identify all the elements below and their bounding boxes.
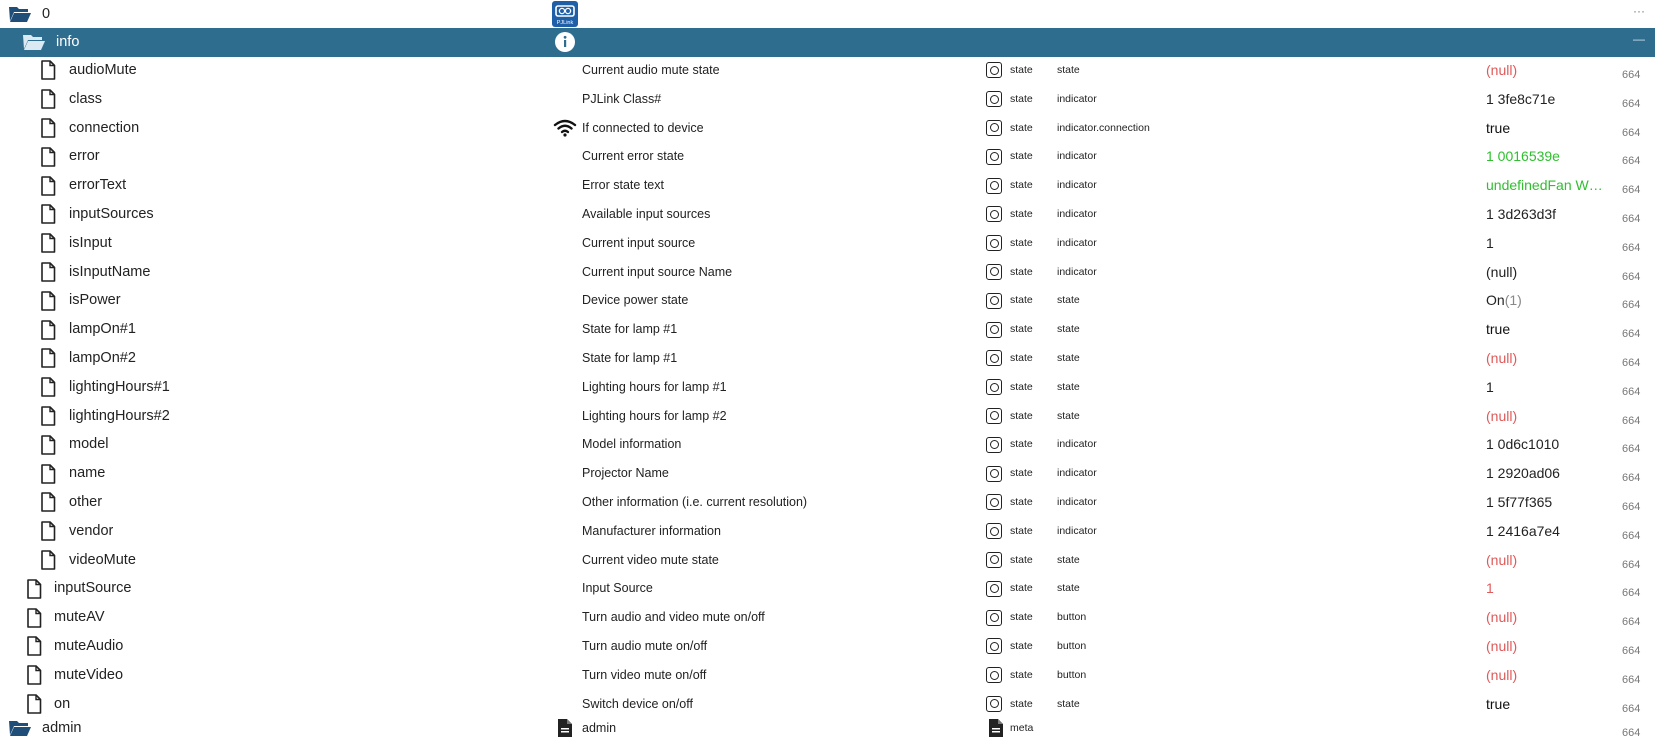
- state-type-icon: [986, 574, 1002, 603]
- state-value-text: 1: [1486, 378, 1494, 395]
- state-value[interactable]: [1486, 517, 1608, 546]
- state-type: state: [1010, 236, 1033, 249]
- state-role: indicator: [1057, 236, 1097, 249]
- state-description: State for lamp #1: [582, 351, 678, 365]
- state-description: If connected to device: [582, 120, 704, 135]
- state-type-icon: [986, 488, 1002, 517]
- tree-row[interactable]: [0, 344, 1655, 373]
- state-role: indicator: [1057, 208, 1097, 220]
- state-value[interactable]: [1486, 258, 1608, 287]
- state-description: Current audio mute state: [582, 63, 720, 77]
- file-icon: [40, 85, 56, 114]
- state-description: PJLink Class#: [582, 91, 662, 106]
- state-type: state: [1010, 524, 1033, 537]
- state-type: state: [1010, 553, 1033, 566]
- state-type-icon: [986, 200, 1002, 229]
- state-value-text: true: [1486, 119, 1511, 136]
- state-value-suffix: (1): [1504, 292, 1522, 309]
- file-icon: [40, 373, 56, 402]
- svg-text:PJLink: PJLink: [556, 20, 574, 27]
- tree-row[interactable]: [0, 229, 1655, 258]
- state-type-icon: [986, 229, 1002, 258]
- state-id: muteAV: [54, 609, 105, 626]
- state-type: state: [1010, 208, 1033, 220]
- state-value-text: (null): [1486, 638, 1518, 654]
- file-icon: [40, 546, 56, 575]
- state-type-icon: [986, 142, 1002, 171]
- state-id: class: [69, 90, 103, 107]
- state-value-text: 1 2416a7e4: [1486, 522, 1560, 539]
- file-icon: [26, 661, 42, 690]
- state-role: indicator: [1057, 179, 1097, 192]
- tree-row[interactable]: [0, 315, 1655, 344]
- file-icon: [40, 488, 56, 517]
- state-role: indicator: [1057, 524, 1097, 537]
- state-timestamp: 664: [1622, 385, 1641, 398]
- state-type-icon: [986, 517, 1002, 546]
- info-label: info: [56, 34, 80, 50]
- state-value[interactable]: [1486, 430, 1608, 459]
- state-timestamp: 664: [1622, 184, 1641, 197]
- state-description: Device power state: [582, 293, 689, 308]
- state-value-text: 1: [1486, 234, 1494, 251]
- state-value-text: true: [1486, 321, 1511, 338]
- state-description: Current input source: [582, 235, 696, 250]
- state-timestamp: 664: [1622, 645, 1641, 657]
- state-id: inputSources: [69, 206, 154, 222]
- file-icon: [40, 56, 56, 85]
- state-role: state: [1057, 582, 1080, 595]
- state-type: state: [1010, 611, 1033, 624]
- state-timestamp: 664: [1622, 155, 1641, 168]
- state-type-icon: [986, 546, 1002, 575]
- state-type-icon: [986, 373, 1002, 402]
- state-type-icon: [986, 603, 1002, 632]
- state-value[interactable]: [1486, 574, 1608, 603]
- state-type: state: [1010, 64, 1033, 76]
- state-id: model: [69, 436, 109, 453]
- file-icon: [40, 200, 56, 229]
- state-description: Turn audio mute on/off: [582, 639, 708, 653]
- tree-row[interactable]: [0, 85, 1655, 114]
- tree-row[interactable]: [0, 286, 1655, 315]
- state-value[interactable]: [1486, 603, 1608, 632]
- tree-row[interactable]: [0, 603, 1655, 632]
- state-timestamp: 664: [1622, 472, 1641, 485]
- folder-open-icon[interactable]: [22, 28, 46, 57]
- state-id: isPower: [69, 292, 121, 309]
- state-description: Projector Name: [582, 466, 669, 481]
- state-value-text: undefinedFan W…: [1486, 177, 1603, 194]
- tree-row[interactable]: [0, 200, 1655, 229]
- state-role: state: [1057, 323, 1080, 336]
- file-icon: [26, 603, 42, 632]
- state-description: Manufacturer information: [582, 523, 721, 538]
- tree-row[interactable]: [0, 258, 1655, 287]
- state-type-icon: [986, 56, 1002, 85]
- state-type: state: [1010, 467, 1033, 480]
- state-description: Current input source Name: [582, 264, 733, 279]
- state-type: state: [1010, 380, 1033, 393]
- state-role: state: [1057, 352, 1080, 364]
- state-type-icon: [986, 258, 1002, 287]
- state-id: muteAudio: [54, 638, 124, 654]
- tree-row[interactable]: [0, 517, 1655, 546]
- state-type-icon: [986, 85, 1002, 114]
- state-role: button: [1057, 611, 1087, 624]
- tree-row[interactable]: [0, 402, 1655, 431]
- state-timestamp: 664: [1622, 213, 1641, 225]
- state-value[interactable]: [1486, 344, 1608, 373]
- state-timestamp: 664: [1622, 501, 1641, 513]
- state-description: Lighting hours for lamp #1: [582, 379, 727, 394]
- state-value[interactable]: [1486, 142, 1608, 171]
- file-icon: [40, 258, 56, 287]
- state-role: indicator: [1057, 150, 1097, 163]
- state-timestamp: 664: [1622, 126, 1641, 139]
- state-value[interactable]: [1486, 200, 1608, 229]
- state-value-text: (null): [1486, 350, 1518, 366]
- state-type-icon: [986, 459, 1002, 488]
- state-value[interactable]: [1486, 632, 1608, 661]
- file-icon: [40, 517, 56, 546]
- state-type: state: [1010, 640, 1033, 652]
- state-value-text: (null): [1486, 551, 1518, 568]
- state-description: Lighting hours for lamp #2: [582, 408, 727, 423]
- state-type-icon: [986, 402, 1002, 431]
- state-description: Model information: [582, 437, 682, 452]
- tree-row[interactable]: [0, 488, 1655, 517]
- state-timestamp: 664: [1622, 299, 1641, 312]
- state-value[interactable]: [1486, 286, 1608, 315]
- state-id: lightingHours#2: [69, 407, 170, 424]
- file-text-icon: [987, 714, 1005, 743]
- state-id: lampOn#1: [69, 321, 136, 338]
- state-value-text: (null): [1486, 263, 1518, 280]
- state-type-icon: [986, 286, 1002, 315]
- folder-open-icon[interactable]: [8, 714, 32, 743]
- state-value-text: 1 3d263d3f: [1486, 206, 1557, 222]
- state-role: button: [1057, 668, 1087, 681]
- state-description: Turn audio and video mute on/off: [582, 610, 765, 625]
- state-type: state: [1010, 265, 1033, 278]
- state-role: button: [1057, 640, 1087, 652]
- state-type: state: [1010, 121, 1033, 134]
- tree-row[interactable]: [0, 142, 1655, 171]
- admin-type: meta: [1010, 722, 1034, 734]
- info-icon[interactable]: [554, 28, 576, 57]
- state-timestamp: 664: [1622, 587, 1641, 600]
- tree-row[interactable]: [0, 459, 1655, 488]
- file-icon: [40, 142, 56, 171]
- state-value[interactable]: [1486, 56, 1608, 85]
- state-value[interactable]: [1486, 85, 1608, 114]
- state-value-text: (null): [1486, 407, 1518, 424]
- file-icon: [40, 459, 56, 488]
- state-role: state: [1057, 409, 1080, 422]
- file-icon: [40, 286, 56, 315]
- state-value-text: 1 3fe8c71e: [1486, 90, 1556, 107]
- state-timestamp: 664: [1622, 97, 1641, 110]
- state-description: Error state text: [582, 178, 664, 193]
- state-value[interactable]: [1486, 373, 1608, 402]
- state-id: other: [69, 494, 103, 510]
- state-value[interactable]: [1486, 171, 1608, 200]
- state-type: state: [1010, 438, 1033, 451]
- state-value[interactable]: [1486, 459, 1608, 488]
- state-value[interactable]: [1486, 315, 1608, 344]
- state-type-icon: [986, 632, 1002, 661]
- tree-row-admin[interactable]: [0, 714, 1655, 743]
- state-description: Current error state: [582, 149, 685, 164]
- tree-row[interactable]: [0, 56, 1655, 85]
- state-timestamp: 664: [1622, 241, 1641, 254]
- state-timestamp: 664: [1622, 69, 1641, 81]
- state-id: isInput: [69, 234, 112, 251]
- state-timestamp: 664: [1622, 328, 1641, 341]
- file-icon: [26, 574, 42, 603]
- state-role: indicator.connection: [1057, 121, 1150, 134]
- file-icon: [40, 344, 56, 373]
- state-description: State for lamp #1: [582, 322, 678, 337]
- state-id: lightingHours#1: [69, 378, 170, 395]
- state-role: state: [1057, 553, 1080, 566]
- state-type-icon: [986, 171, 1002, 200]
- file-icon: [40, 402, 56, 431]
- state-id: error: [69, 148, 100, 165]
- state-type: state: [1010, 323, 1033, 336]
- state-description: Input Source: [582, 581, 653, 596]
- state-id: name: [69, 465, 106, 482]
- state-timestamp: 664: [1622, 529, 1641, 542]
- tree-row[interactable]: [0, 574, 1655, 603]
- state-id: isInputName: [69, 263, 151, 280]
- state-id: on: [54, 695, 71, 712]
- state-role: indicator: [1057, 265, 1097, 278]
- tree-row[interactable]: [0, 373, 1655, 402]
- wifi-icon: [553, 114, 577, 143]
- state-value[interactable]: [1486, 488, 1608, 517]
- file-icon: [26, 632, 42, 661]
- file-icon: [40, 315, 56, 344]
- state-timestamp: 664: [1622, 616, 1641, 629]
- state-type-icon: [986, 315, 1002, 344]
- state-value[interactable]: [1486, 114, 1608, 143]
- tree-row[interactable]: [0, 114, 1655, 143]
- state-value-text: 1 0016539e: [1486, 148, 1560, 165]
- state-value-text: On: [1486, 292, 1505, 309]
- file-icon: [40, 171, 56, 200]
- state-type: state: [1010, 409, 1033, 422]
- state-timestamp: 664: [1622, 357, 1641, 369]
- admin-label: admin: [42, 720, 82, 736]
- pjlink-logo-icon: [552, 0, 578, 29]
- state-description: Switch device on/off: [582, 696, 693, 711]
- state-id: muteVideo: [54, 666, 124, 683]
- state-value-text: 1 5f77f365: [1486, 494, 1553, 510]
- state-type: state: [1010, 150, 1033, 163]
- state-role: state: [1057, 380, 1080, 393]
- state-description: Available input sources: [582, 207, 711, 221]
- state-timestamp: 664: [1622, 443, 1641, 456]
- state-description: Turn video mute on/off: [582, 667, 707, 682]
- admin-timestamp: 664: [1622, 727, 1641, 739]
- state-type-icon: [986, 114, 1002, 143]
- state-type-icon: [986, 344, 1002, 373]
- tree-row[interactable]: [0, 661, 1655, 690]
- root-label: 0: [42, 6, 51, 22]
- state-timestamp: 664: [1622, 270, 1641, 283]
- file-icon: [40, 430, 56, 459]
- state-value[interactable]: [1486, 661, 1608, 690]
- state-value[interactable]: [1486, 402, 1608, 431]
- state-value-text: (null): [1486, 62, 1518, 78]
- state-value-text: 1: [1486, 580, 1494, 597]
- file-text-icon: [556, 714, 574, 743]
- state-type: state: [1010, 582, 1033, 595]
- tree-row[interactable]: [0, 546, 1655, 575]
- state-id: lampOn#2: [69, 350, 136, 366]
- file-icon: [40, 114, 56, 143]
- tree-row-info[interactable]: [0, 28, 1655, 57]
- state-type: state: [1010, 294, 1033, 307]
- state-role: indicator: [1057, 438, 1097, 451]
- state-description: Other information (i.e. current resolution): [582, 495, 808, 509]
- state-role: indicator: [1057, 92, 1097, 105]
- folder-open-icon[interactable]: [8, 0, 32, 29]
- state-type: state: [1010, 179, 1033, 192]
- state-value-text: 1 0d6c1010: [1486, 436, 1560, 453]
- state-id: audioMute: [69, 62, 137, 78]
- root-menu-icon[interactable]: ···: [1633, 4, 1645, 18]
- state-type: state: [1010, 92, 1033, 105]
- state-timestamp: 664: [1622, 702, 1641, 715]
- state-value-text: (null): [1486, 609, 1518, 626]
- state-type: state: [1010, 668, 1033, 681]
- state-timestamp: 664: [1622, 673, 1641, 686]
- state-type-icon: [986, 661, 1002, 690]
- state-id: inputSource: [54, 580, 132, 597]
- state-value-text: (null): [1486, 666, 1518, 683]
- tree-row[interactable]: [0, 430, 1655, 459]
- state-timestamp: 664: [1622, 414, 1641, 427]
- tree-row[interactable]: [0, 632, 1655, 661]
- state-id: videoMute: [69, 551, 136, 568]
- state-id: connection: [69, 119, 140, 136]
- state-type-icon: [986, 430, 1002, 459]
- state-role: state: [1057, 64, 1080, 76]
- state-id: errorText: [69, 177, 127, 194]
- state-type: state: [1010, 697, 1033, 710]
- state-value[interactable]: [1486, 229, 1608, 258]
- state-value[interactable]: [1486, 546, 1608, 575]
- state-value-text: 1 2920ad06: [1486, 465, 1560, 482]
- file-icon: [40, 229, 56, 258]
- state-role: indicator: [1057, 467, 1097, 480]
- info-menu-icon[interactable]: —: [1633, 32, 1645, 46]
- state-value-text: true: [1486, 695, 1511, 712]
- state-type: state: [1010, 496, 1033, 508]
- tree-row-root[interactable]: [0, 0, 1655, 29]
- state-timestamp: 664: [1622, 558, 1641, 571]
- state-role: state: [1057, 294, 1080, 307]
- tree-row[interactable]: [0, 171, 1655, 200]
- state-role: indicator: [1057, 496, 1097, 508]
- state-type: state: [1010, 352, 1033, 364]
- state-role: state: [1057, 697, 1080, 710]
- state-description: Current video mute state: [582, 552, 719, 567]
- state-id: vendor: [69, 522, 114, 539]
- admin-description: admin: [582, 721, 617, 735]
